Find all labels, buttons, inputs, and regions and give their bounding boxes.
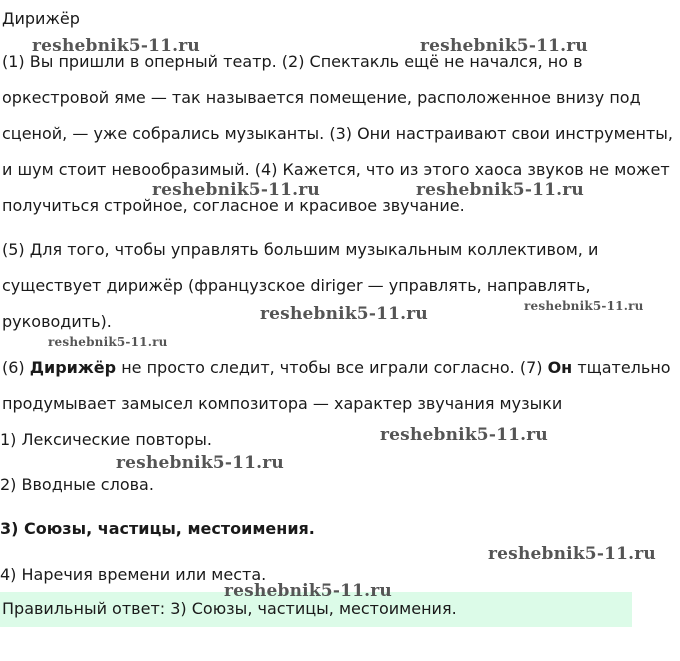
watermark: reshebnik5-11.ru [420,36,588,56]
text-fragment: не просто следит, чтобы все играли согласно. (7) [116,358,548,377]
option-2[interactable]: 2) Вводные слова. [0,475,154,494]
paragraph-2-line: существует дирижёр (французское diriger — управлять, направлять, [2,276,591,295]
paragraph-2-line: руководить). [2,312,112,331]
paragraph-1-line: сценой, — уже собрались музыканты. (3) Они настраивают свои инструменты, [2,124,673,143]
highlighted-word: Он [547,358,573,377]
paragraph-3-line [2,358,671,378]
paragraph-1-line: и шум стоит невообразимый. (4) Кажется, что из этого хаоса звуков не может [2,160,670,179]
watermark: reshebnik5-11.ru [152,180,320,200]
paragraph-1-line: (1) Вы пришли в оперный театр. (2) Спектакль ещё не начался, но в [2,52,583,71]
answer-text: Правильный ответ: 3) Союзы, частицы, местоимения. [2,599,457,618]
watermark: reshebnik5-11.ru [224,581,392,601]
option-4[interactable]: 4) Наречия времени или места. [0,565,267,584]
watermark: reshebnik5-11.ru [32,36,200,56]
watermark: reshebnik5-11.ru [260,304,428,324]
watermark: reshebnik5-11.ru [116,453,284,473]
watermark: reshebnik5-11.ru [380,425,548,445]
paragraph-2-line: (5) Для того, чтобы управлять большим музыкальным коллективом, и [2,240,599,259]
sentence-number: (6) [2,358,30,377]
paragraph-3-line: продумывает замысел композитора — характер звучания музыки [2,394,563,413]
paragraph-1-line: оркестровой яме — так называется помещение, расположенное внизу под [2,88,641,107]
watermark: reshebnik5-11.ru [416,180,584,200]
text-fragment: тщательно [572,358,671,377]
highlighted-word: Дирижёр [29,358,117,377]
watermark: reshebnik5-11.ru [524,299,644,313]
paragraph-1-line: получиться стройное, согласное и красивое звучание. [2,196,465,215]
option-1[interactable]: 1) Лексические повторы. [0,430,212,449]
option-3-selected[interactable]: 3) Союзы, частицы, местоимения. [0,519,315,538]
watermark: reshebnik5-11.ru [48,335,168,349]
watermark: reshebnik5-11.ru [488,544,656,564]
page-title: Дирижёр [2,9,80,28]
